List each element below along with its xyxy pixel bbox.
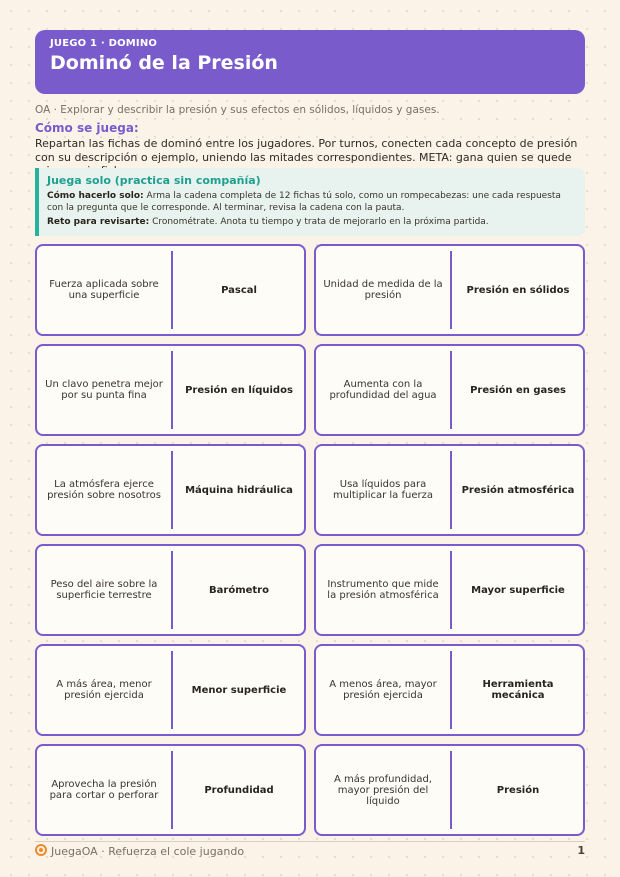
domino-tile[interactable] (35, 644, 306, 736)
tile-description: A más área, menor presión ejercida (56, 679, 152, 701)
howto-heading: Cómo se juega: (35, 121, 139, 135)
tile-description: A más profundidad, mayor presión del líquido (334, 773, 432, 807)
footer-tagline: · Refuerza el cole jugando (97, 845, 245, 858)
footer (35, 844, 585, 858)
tile-concept: Presión en gases (470, 384, 566, 396)
tile-description: Usa líquidos para multiplicar la fuerza (333, 479, 433, 501)
domino-tile[interactable] (314, 544, 585, 636)
footer-divider (35, 841, 585, 842)
tile-description: Un clavo penetra mejor por su punta fina (45, 379, 163, 401)
domino-tile[interactable] (314, 344, 585, 436)
tile-description: Unidad de medida de la presión (323, 279, 443, 301)
domino-tile[interactable] (314, 444, 585, 536)
solo-how-text: Arma la cadena completa de 12 fichas tú solo, como un rompecabezas: une cada respuesta con la pregunta que le corresponde. Al terminar, revisa la cadena con la pauta. (47, 191, 561, 213)
solo-how-label: Cómo hacerlo solo: (47, 191, 144, 201)
learning-objective: OA · Explorar y describir la presión y sus efectos en sólidos, líquidos y gases. (35, 104, 440, 116)
juegaoa-logo-icon (35, 844, 47, 856)
tile-concept: Presión en líquidos (185, 384, 293, 396)
game-kicker: JUEGO 1 · DOMINO (50, 38, 158, 49)
tile-concept: Máquina hidráulica (185, 484, 293, 496)
domino-tile[interactable] (314, 744, 585, 836)
tile-concept: Pascal (221, 284, 257, 296)
solo-how (47, 190, 575, 214)
solo-challenge-label: Reto para revisarte: (47, 217, 150, 227)
domino-tile[interactable] (314, 644, 585, 736)
tile-description: Aumenta con la profundidad del agua (329, 379, 437, 401)
title-banner (35, 30, 585, 94)
tile-description: La atmósfera ejerce presión sobre nosotros (47, 479, 161, 501)
domino-tile[interactable] (314, 244, 585, 336)
solo-title: Juega solo (practica sin compañía) (47, 174, 261, 187)
tile-concept: Mayor superficie (471, 584, 565, 596)
solo-play-box (35, 168, 585, 236)
tile-concept: Presión (496, 784, 540, 796)
tile-concept: Presión en sólidos (466, 284, 570, 296)
domino-tile[interactable] (35, 544, 306, 636)
solo-challenge (47, 216, 575, 228)
tile-description: A menos área, mayor presión ejercida (329, 679, 437, 701)
page-title: Dominó de la Presión (50, 52, 278, 74)
page-number: 1 (577, 844, 585, 857)
tile-description: Aprovecha la presión para cortar o perforar (49, 779, 159, 801)
tile-concept: Presión atmosférica (461, 484, 575, 496)
tile-concept: Profundidad (204, 784, 274, 796)
tile-description: Fuerza aplicada sobre una superficie (49, 279, 159, 301)
tile-description: Instrumento que mide la presión atmosférica (327, 579, 439, 601)
footer-brand: JuegaOA (51, 845, 98, 858)
tile-description: Peso del aire sobre la superficie terrestre (50, 579, 158, 601)
solo-challenge-text: Cronométrate. Anota tu tiempo y trata de mejorarlo en la próxima partida. (152, 217, 489, 227)
domino-tile[interactable] (35, 244, 306, 336)
domino-tile[interactable] (35, 744, 306, 836)
howto-text: Repartan las fichas de dominó entre los jugadores. Por turnos, conecten cada concepto de presión con su descripción o ejemplo, uniendo las mitades correspondientes. META: gana quien se quede (35, 137, 578, 164)
domino-tile[interactable] (35, 344, 306, 436)
tile-concept: Menor superficie (191, 684, 287, 696)
tile-concept: Barómetro (209, 584, 269, 596)
domino-tile[interactable] (35, 444, 306, 536)
tile-concept: Herramienta mecánica (482, 679, 554, 701)
